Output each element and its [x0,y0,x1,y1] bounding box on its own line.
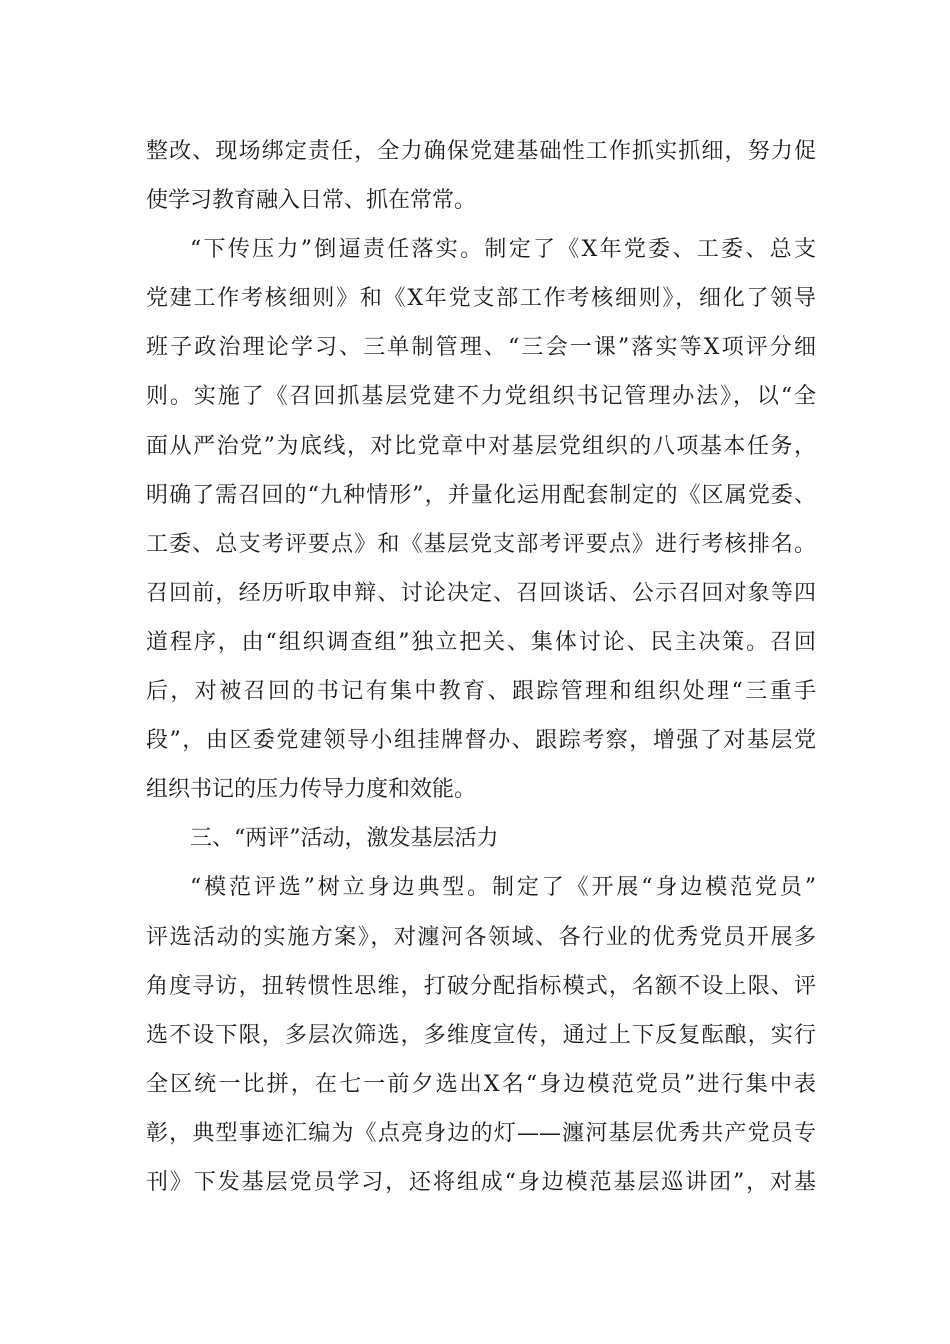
text-line: 彰，典型事迹汇编为《点亮身边的灯——瀍河基层优秀共产党员专 [146,1120,816,1146]
text-line: 全区统一比拼，在七一前夕选出X名“身边模范党员”进行集中表 [146,1071,816,1097]
text-line: 选不设下限，多层次筛选，多维度宣传，通过上下反复酝酿，实行 [146,1022,816,1048]
text-line: 则。实施了《召回抓基层党建不力党组织书记管理办法》，以“全 [146,384,816,410]
text-line: 后，对被召回的书记有集中教育、跟踪管理和组织处理“三重手 [146,679,816,705]
text-line: 班子政治理论学习、三单制管理、“三会一课”落实等X项评分细 [146,335,816,361]
text-line: “下传压力”倒逼责任落实。制定了《X年党委、工委、总支 [190,237,816,263]
text-line: “模范评选”树立身边典型。制定了《开展“身边模范党员” [190,875,816,901]
text-line: 整改、现场绑定责任，全力确保党建基础性工作抓实抓细，努力促 [146,139,816,164]
text-line: 道程序，由“组织调查组”独立把关、集体讨论、民主决策。召回 [146,629,816,655]
text-line: 组织书记的压力传导力度和效能。 [146,777,477,803]
document-body [146,127,816,1207]
text-line: 工委、总支考评要点》和《基层党支部考评要点》进行考核排名。 [146,531,816,557]
text-line: 段”，由区委党建领导小组挂牌督办、跟踪考察，增强了对基层党 [146,728,816,754]
text-line: 使学习教育融入日常、抓在常常。 [146,188,477,214]
text-line: 面从严治党”为底线，对比党章中对基层党组织的八项基本任务， [146,433,816,459]
text-line: 角度寻访，扭转惯性思维，打破分配指标模式，名额不设上限、评 [146,973,816,999]
text-line: 明确了需召回的“九种情形”，并量化运用配套制定的《区属党委、 [146,482,816,508]
text-line: 党建工作考核细则》和《X年党支部工作考核细则》，细化了领导 [146,286,816,312]
text-line: 三、“两评”活动，激发基层活力 [190,826,499,852]
text-line: 召回前，经历听取申辩、讨论决定、召回谈话、公示召回对象等四 [146,580,816,606]
text-line: 评选活动的实施方案》，对瀍河各领域、各行业的优秀党员开展多 [146,924,816,950]
text-line: 刊》下发基层党员学习，还将组成“身边模范基层巡讲团”，对基 [146,1169,816,1195]
